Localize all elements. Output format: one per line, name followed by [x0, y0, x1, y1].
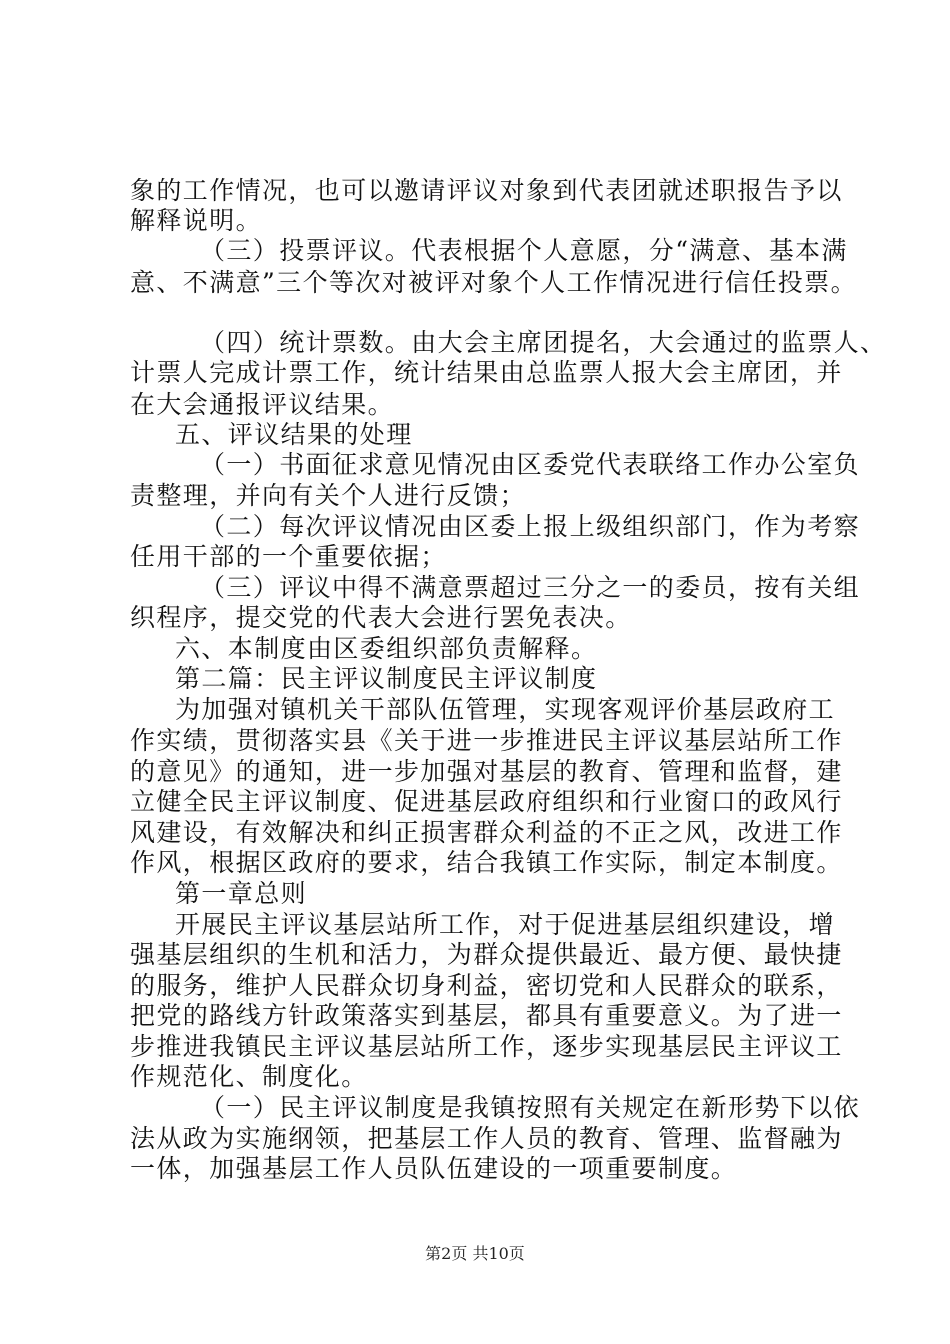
text-line: 为加强对镇机关干部队伍管理，实现客观评价基层政府工 [175, 695, 836, 724]
text-line: 作风，根据区政府的要求，结合我镇工作实际，制定本制度。 [130, 848, 843, 877]
text-line: 立健全民主评议制度、促进基层政府组织和行业窗口的政风行 [130, 787, 843, 816]
text-line: 强基层组织的生机和活力，为群众提供最近、最方便、最快捷 [130, 940, 843, 969]
text-line: 的意见》的通知，进一步加强对基层的教育、管理和监督，建 [130, 757, 843, 786]
text-line: 作实绩，贯彻落实县《关于进一步推进民主评议基层站所工作 [130, 726, 843, 755]
text-line: 象的工作情况，也可以邀请评议对象到代表团就述职报告予以 [130, 176, 843, 205]
section-heading: 五、评议结果的处理 [175, 420, 413, 449]
text-line: 步推进我镇民主评议基层站所工作，逐步实现基层民主评议工 [130, 1032, 843, 1061]
text-line: 一体，加强基层工作人员队伍建设的一项重要制度。 [130, 1154, 738, 1183]
text-line: 风建设，有效解决和纠正损害群众利益的不正之风，改进工作 [130, 818, 843, 847]
text-line: （一）民主评议制度是我镇按照有关规定在新形势下以依 [200, 1093, 861, 1122]
text-line: （三）评议中得不满意票超过三分之一的委员，按有关组 [200, 573, 861, 602]
text-line: 六、本制度由区委组织部负责解释。 [175, 634, 598, 663]
text-line: 开展民主评议基层站所工作，对于促进基层组织建设，增 [175, 910, 836, 939]
text-line: （三）投票评议。代表根据个人意愿，分“满意、基本满 [200, 236, 848, 265]
chapter-title: 第二篇：民主评议制度民主评议制度 [175, 664, 598, 693]
text-line: 在大会通报评议结果。 [130, 390, 395, 419]
section-heading: 第一章总则 [175, 879, 308, 908]
text-line: 法从政为实施纲领，把基层工作人员的教育、管理、监督融为 [130, 1124, 843, 1153]
text-line: （四）统计票数。由大会主席团提名，大会通过的监票人、 [200, 328, 887, 357]
text-line: 责整理，并向有关个人进行反馈； [130, 481, 527, 510]
text-line: 解释说明。 [130, 206, 263, 235]
text-line: 计票人完成计票工作，统计结果由总监票人报大会主席团，并 [130, 358, 843, 387]
text-line: 意、不满意”三个等次对被评对象个人工作情况进行信任投票。 [130, 268, 857, 297]
text-line: 作规范化、制度化。 [130, 1062, 368, 1091]
text-line: 把党的路线方针政策落实到基层，都具有重要意义。为了进一 [130, 1001, 843, 1030]
page-number: 第2页 共10页 [425, 1244, 525, 1263]
text-line: （一）书面征求意见情况由区委党代表联络工作办公室负 [200, 450, 861, 479]
text-line: 织程序，提交党的代表大会进行罢免表决。 [130, 603, 632, 632]
text-line: （二）每次评议情况由区委上报上级组织部门，作为考察 [200, 512, 861, 541]
text-line: 的服务，维护人民群众切身利益，密切党和人民群众的联系， [130, 971, 843, 1000]
text-line: 任用干部的一个重要依据； [130, 542, 447, 571]
